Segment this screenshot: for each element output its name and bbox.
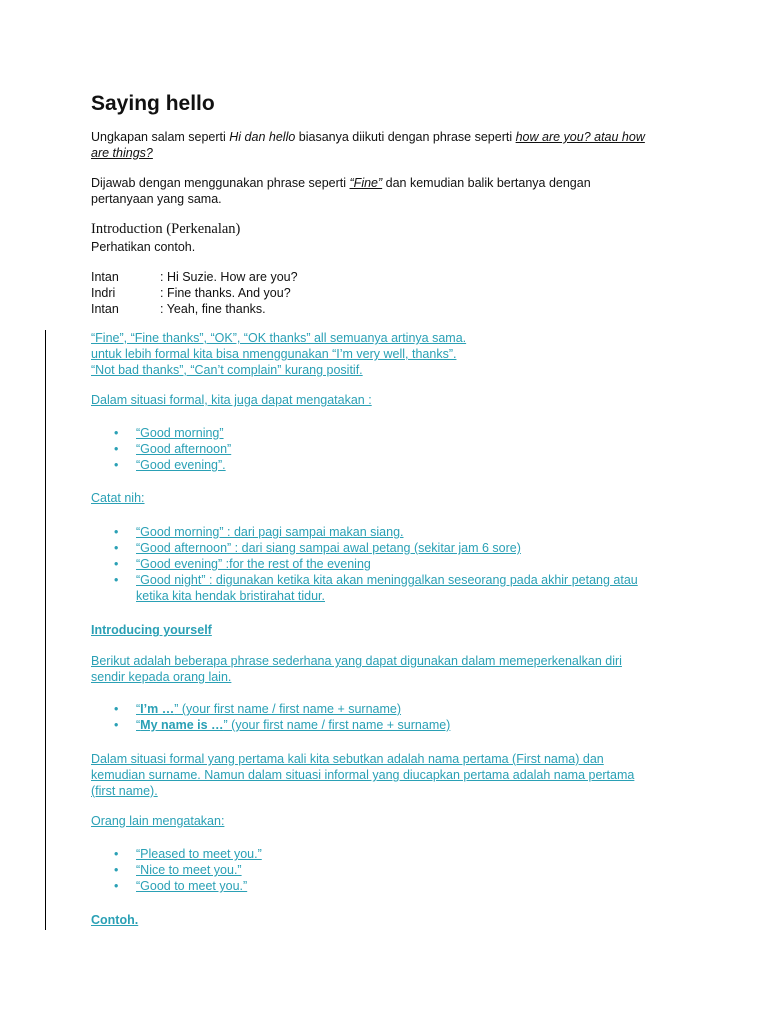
para1-underlined: how are you? atau how — [515, 130, 645, 144]
bullet-icon: • — [114, 879, 119, 893]
note-line: “Fine”, “Fine thanks”, “OK”, “OK thanks” all semuanya artinya sama. — [91, 331, 467, 345]
phrase-rest: ” (your first name / first name + surname) — [174, 702, 402, 716]
list-item-text: “Good night” : digunakan ketika kita akan meninggalkan seseorang pada akhir petang atau — [136, 573, 638, 587]
para2-line2: pertanyaan yang sama. — [91, 192, 222, 206]
bullet-icon: • — [114, 702, 119, 716]
bullet-icon: • — [114, 863, 119, 877]
paragraph-line: Dalam situasi formal yang pertama kali kita sebutkan adalah nama pertama (First nama) dan — [91, 752, 604, 766]
bullet-icon: • — [114, 442, 119, 456]
dialog-text: : Fine thanks. And you? — [160, 286, 291, 300]
revision-bar — [45, 330, 46, 930]
para2-text: Dijawab dengan menggunakan phrase seperti — [91, 176, 350, 190]
dialog-line — [91, 269, 298, 285]
list-item — [114, 540, 638, 556]
para1-underlined-2: are things? — [91, 146, 153, 160]
list-item-text: “Good morning” : dari pagi sampai makan siang. — [136, 525, 404, 539]
list-item-text: “Good to meet you.” — [136, 879, 248, 893]
introducing-heading: Introducing yourself — [91, 623, 212, 637]
orang-lain-label: Orang lain mengatakan: — [91, 814, 225, 828]
list-item-text: “Good afternoon” : dari siang sampai awal petang (sekitar jam 6 sore) — [136, 541, 521, 555]
speaker: Indri — [91, 286, 116, 300]
quote: “ — [136, 718, 141, 732]
reply-list — [114, 846, 262, 894]
bullet-icon: • — [114, 541, 119, 555]
phrase-rest: ” (your first name / first name + surname) — [223, 718, 451, 732]
list-item — [114, 862, 262, 878]
dialog-example — [91, 269, 298, 317]
page-title: Saying hello — [91, 92, 215, 115]
formal-order-paragraph — [91, 751, 634, 799]
para1-text-mid: biasanya diikuti dengan phrase seperti — [295, 130, 516, 144]
greeting-times-list — [114, 524, 638, 604]
bullet-icon: • — [114, 525, 119, 539]
list-item-continuation — [136, 588, 638, 604]
answer-paragraph — [91, 175, 591, 207]
list-item — [114, 457, 231, 473]
perhatikan-text: Perhatikan contoh. — [91, 240, 196, 254]
paragraph-line: (first name). — [91, 784, 158, 798]
bullet-icon: • — [114, 573, 119, 587]
list-item — [114, 524, 638, 540]
bullet-icon: • — [114, 718, 119, 732]
note-line: untuk lebih formal kita bisa nmenggunakan “I’m very well, thanks”. — [91, 347, 457, 361]
dialog-line — [91, 301, 298, 317]
list-item-text: “Good afternoon” — [136, 442, 232, 456]
paragraph-line: kemudian surname. Namun dalam situasi informal yang diucapkan pertama adalah nama pertama — [91, 768, 635, 782]
phrase-bold: I’m … — [140, 702, 175, 716]
phrase-list — [114, 701, 451, 733]
speaker: Intan — [91, 302, 119, 316]
bullet-icon: • — [114, 426, 119, 440]
para2-text-post: dan kemudian balik bertanya dengan — [382, 176, 591, 190]
list-item — [114, 425, 231, 441]
formal-greetings-list — [114, 425, 232, 473]
list-item — [114, 441, 232, 457]
list-item-text: “Pleased to meet you.” — [136, 847, 262, 861]
bullet-icon: • — [114, 458, 119, 472]
list-item-text: “Good morning” — [136, 426, 224, 440]
catat-label: Catat nih: — [91, 491, 145, 505]
bullet-icon: • — [114, 557, 119, 571]
quote: “ — [136, 702, 141, 716]
notes-block — [91, 330, 466, 378]
intro-paragraph — [91, 129, 645, 161]
dialog-text: : Hi Suzie. How are you? — [160, 270, 298, 284]
list-item — [114, 717, 451, 733]
formal-intro: Dalam situasi formal, kita juga dapat mengatakan : — [91, 393, 372, 407]
introduction-heading: Introduction (Perkenalan) — [91, 221, 241, 237]
list-item — [114, 846, 262, 862]
list-item-text: ketika kita hendak bristirahat tidur. — [136, 589, 325, 603]
contoh-label: Contoh. — [91, 913, 139, 927]
list-item — [114, 572, 638, 588]
list-item — [114, 878, 262, 894]
note-line: “Not bad thanks”, “Can’t complain” kurang positif. — [91, 363, 363, 377]
paragraph-line: Berikut adalah beberapa phrase sederhana yang dapat digunakan dalam memeperkenalkan diri — [91, 654, 622, 668]
para1-text: Ungkapan salam seperti — [91, 130, 230, 144]
berikut-paragraph — [91, 653, 622, 685]
bullet-icon: • — [114, 847, 119, 861]
list-item-text: “Good evening”. — [136, 458, 226, 472]
list-item — [114, 556, 638, 572]
dialog-line — [91, 285, 298, 301]
para1-italic: Hi dan hello — [229, 130, 296, 144]
list-item — [114, 701, 450, 717]
speaker: Intan — [91, 270, 119, 284]
dialog-text: : Yeah, fine thanks. — [160, 302, 266, 316]
list-item-text: “Nice to meet you.” — [136, 863, 242, 877]
para2-fine: “Fine” — [349, 176, 383, 190]
phrase-bold: My name is … — [140, 718, 224, 732]
paragraph-line: sendir kepada orang lain. — [91, 670, 232, 684]
list-item-text: “Good evening” :for the rest of the evening — [136, 557, 371, 571]
